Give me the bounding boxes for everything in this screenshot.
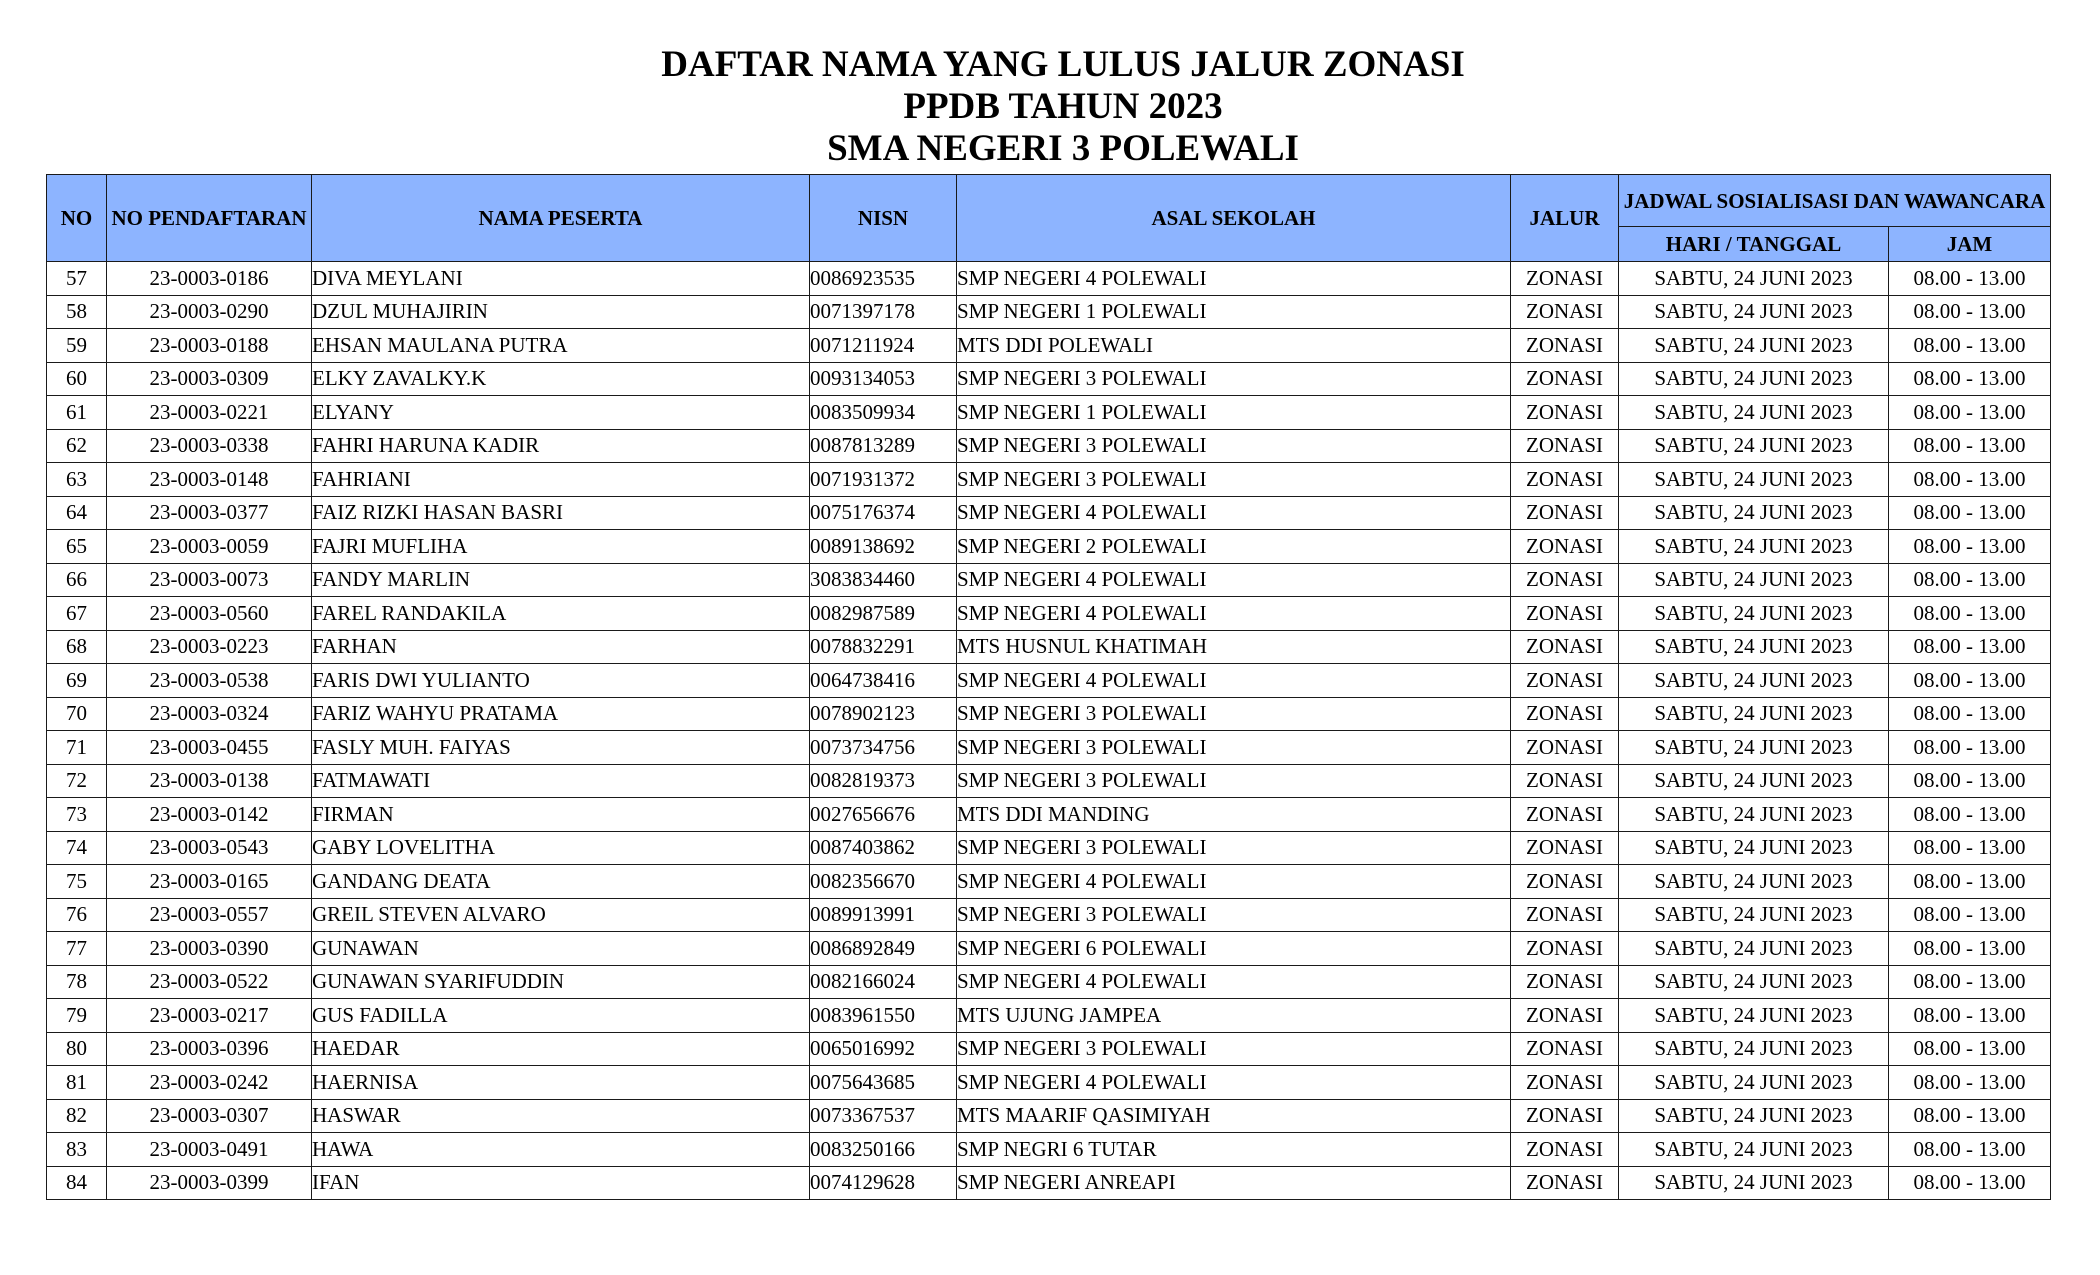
cell-no: 61 <box>47 396 107 430</box>
cell-nisn: 0089913991 <box>810 898 957 932</box>
cell-nama-peserta: FANDY MARLIN <box>312 563 810 597</box>
cell-jalur: ZONASI <box>1511 1099 1619 1133</box>
cell-no: 72 <box>47 764 107 798</box>
cell-hari-tanggal: SABTU, 24 JUNI 2023 <box>1619 362 1889 396</box>
cell-jam: 08.00 - 13.00 <box>1889 630 2051 664</box>
cell-jalur: ZONASI <box>1511 965 1619 999</box>
cell-jam: 08.00 - 13.00 <box>1889 1032 2051 1066</box>
cell-hari-tanggal: SABTU, 24 JUNI 2023 <box>1619 1066 1889 1100</box>
cell-jam: 08.00 - 13.00 <box>1889 530 2051 564</box>
cell-hari-tanggal: SABTU, 24 JUNI 2023 <box>1619 530 1889 564</box>
cell-no-pendaftaran: 23-0003-0560 <box>107 597 312 631</box>
cell-jam: 08.00 - 13.00 <box>1889 295 2051 329</box>
cell-no: 67 <box>47 597 107 631</box>
cell-nama-peserta: GANDANG DEATA <box>312 865 810 899</box>
cell-jam: 08.00 - 13.00 <box>1889 999 2051 1033</box>
cell-asal-sekolah: SMP NEGERI 3 POLEWALI <box>957 764 1511 798</box>
cell-jalur: ZONASI <box>1511 329 1619 363</box>
cell-nisn: 0078832291 <box>810 630 957 664</box>
cell-jalur: ZONASI <box>1511 262 1619 296</box>
title-line-1: DAFTAR NAMA YANG LULUS JALUR ZONASI <box>661 44 1465 85</box>
title-line-2: PPDB TAHUN 2023 <box>903 86 1223 127</box>
cell-jam: 08.00 - 13.00 <box>1889 965 2051 999</box>
cell-nisn: 0075643685 <box>810 1066 957 1100</box>
cell-asal-sekolah: MTS DDI POLEWALI <box>957 329 1511 363</box>
table-row <box>47 865 2051 899</box>
cell-nama-peserta: FAIZ RIZKI HASAN BASRI <box>312 496 810 530</box>
cell-jam: 08.00 - 13.00 <box>1889 1166 2051 1200</box>
cell-jam: 08.00 - 13.00 <box>1889 1133 2051 1167</box>
cell-asal-sekolah: SMP NEGRI 6 TUTAR <box>957 1133 1511 1167</box>
table-row <box>47 798 2051 832</box>
cell-hari-tanggal: SABTU, 24 JUNI 2023 <box>1619 831 1889 865</box>
cell-no-pendaftaran: 23-0003-0142 <box>107 798 312 832</box>
cell-no: 68 <box>47 630 107 664</box>
cell-no: 57 <box>47 262 107 296</box>
cell-hari-tanggal: SABTU, 24 JUNI 2023 <box>1619 999 1889 1033</box>
table-row <box>47 1133 2051 1167</box>
cell-asal-sekolah: SMP NEGERI 4 POLEWALI <box>957 1066 1511 1100</box>
cell-no-pendaftaran: 23-0003-0165 <box>107 865 312 899</box>
cell-asal-sekolah: MTS HUSNUL KHATIMAH <box>957 630 1511 664</box>
cell-no: 78 <box>47 965 107 999</box>
table-row <box>47 262 2051 296</box>
cell-jalur: ZONASI <box>1511 1133 1619 1167</box>
header-hari-tanggal: HARI / TANGGAL <box>1619 227 1889 262</box>
table-row <box>47 831 2051 865</box>
cell-jalur: ZONASI <box>1511 429 1619 463</box>
cell-nama-peserta: DZUL MUHAJIRIN <box>312 295 810 329</box>
cell-asal-sekolah: MTS MAARIF QASIMIYAH <box>957 1099 1511 1133</box>
table-row <box>47 932 2051 966</box>
cell-jam: 08.00 - 13.00 <box>1889 932 2051 966</box>
cell-no-pendaftaran: 23-0003-0223 <box>107 630 312 664</box>
cell-no-pendaftaran: 23-0003-0324 <box>107 697 312 731</box>
cell-jam: 08.00 - 13.00 <box>1889 362 2051 396</box>
cell-nama-peserta: FASLY MUH. FAIYAS <box>312 731 810 765</box>
cell-jam: 08.00 - 13.00 <box>1889 865 2051 899</box>
cell-hari-tanggal: SABTU, 24 JUNI 2023 <box>1619 262 1889 296</box>
header-jadwal: JADWAL SOSIALISASI DAN WAWANCARA <box>1619 175 2051 227</box>
cell-hari-tanggal: SABTU, 24 JUNI 2023 <box>1619 1099 1889 1133</box>
cell-nama-peserta: DIVA MEYLANI <box>312 262 810 296</box>
cell-jam: 08.00 - 13.00 <box>1889 496 2051 530</box>
cell-no: 76 <box>47 898 107 932</box>
cell-nama-peserta: FARIZ WAHYU PRATAMA <box>312 697 810 731</box>
cell-no-pendaftaran: 23-0003-0073 <box>107 563 312 597</box>
cell-asal-sekolah: SMP NEGERI ANREAPI <box>957 1166 1511 1200</box>
cell-nama-peserta: FAJRI MUFLIHA <box>312 530 810 564</box>
cell-no: 62 <box>47 429 107 463</box>
cell-asal-sekolah: SMP NEGERI 3 POLEWALI <box>957 463 1511 497</box>
cell-nisn: 0074129628 <box>810 1166 957 1200</box>
cell-nama-peserta: GUS FADILLA <box>312 999 810 1033</box>
table-row <box>47 1032 2051 1066</box>
table-row <box>47 1166 2051 1200</box>
cell-nisn: 0071211924 <box>810 329 957 363</box>
cell-asal-sekolah: SMP NEGERI 4 POLEWALI <box>957 597 1511 631</box>
cell-no-pendaftaran: 23-0003-0059 <box>107 530 312 564</box>
cell-jalur: ZONASI <box>1511 999 1619 1033</box>
cell-hari-tanggal: SABTU, 24 JUNI 2023 <box>1619 597 1889 631</box>
cell-jalur: ZONASI <box>1511 295 1619 329</box>
table-row <box>47 463 2051 497</box>
cell-nisn: 0093134053 <box>810 362 957 396</box>
table-row <box>47 530 2051 564</box>
cell-nama-peserta: FARIS DWI YULIANTO <box>312 664 810 698</box>
cell-jalur: ZONASI <box>1511 1066 1619 1100</box>
cell-no: 59 <box>47 329 107 363</box>
cell-nisn: 0082987589 <box>810 597 957 631</box>
cell-jalur: ZONASI <box>1511 1166 1619 1200</box>
cell-jalur: ZONASI <box>1511 530 1619 564</box>
cell-no-pendaftaran: 23-0003-0455 <box>107 731 312 765</box>
cell-jalur: ZONASI <box>1511 362 1619 396</box>
cell-jalur: ZONASI <box>1511 731 1619 765</box>
cell-nama-peserta: IFAN <box>312 1166 810 1200</box>
cell-nisn: 0065016992 <box>810 1032 957 1066</box>
table-row <box>47 396 2051 430</box>
cell-no-pendaftaran: 23-0003-0290 <box>107 295 312 329</box>
cell-jam: 08.00 - 13.00 <box>1889 1066 2051 1100</box>
cell-hari-tanggal: SABTU, 24 JUNI 2023 <box>1619 664 1889 698</box>
cell-nisn: 0027656676 <box>810 798 957 832</box>
cell-asal-sekolah: SMP NEGERI 4 POLEWALI <box>957 563 1511 597</box>
cell-nama-peserta: FAREL RANDAKILA <box>312 597 810 631</box>
cell-hari-tanggal: SABTU, 24 JUNI 2023 <box>1619 764 1889 798</box>
cell-no-pendaftaran: 23-0003-0538 <box>107 664 312 698</box>
cell-no-pendaftaran: 23-0003-0221 <box>107 396 312 430</box>
cell-jam: 08.00 - 13.00 <box>1889 831 2051 865</box>
cell-no: 75 <box>47 865 107 899</box>
cell-no-pendaftaran: 23-0003-0188 <box>107 329 312 363</box>
table-row <box>47 597 2051 631</box>
cell-jalur: ZONASI <box>1511 697 1619 731</box>
cell-asal-sekolah: SMP NEGERI 1 POLEWALI <box>957 396 1511 430</box>
cell-nisn: 0083250166 <box>810 1133 957 1167</box>
cell-asal-sekolah: SMP NEGERI 3 POLEWALI <box>957 731 1511 765</box>
cell-no-pendaftaran: 23-0003-0186 <box>107 262 312 296</box>
cell-nama-peserta: HAERNISA <box>312 1066 810 1100</box>
cell-nisn: 0078902123 <box>810 697 957 731</box>
cell-jalur: ZONASI <box>1511 396 1619 430</box>
cell-asal-sekolah: SMP NEGERI 3 POLEWALI <box>957 831 1511 865</box>
table-row <box>47 496 2051 530</box>
cell-jalur: ZONASI <box>1511 664 1619 698</box>
cell-asal-sekolah: SMP NEGERI 4 POLEWALI <box>957 664 1511 698</box>
table-row <box>47 731 2051 765</box>
cell-asal-sekolah: SMP NEGERI 3 POLEWALI <box>957 362 1511 396</box>
cell-no-pendaftaran: 23-0003-0217 <box>107 999 312 1033</box>
cell-hari-tanggal: SABTU, 24 JUNI 2023 <box>1619 1166 1889 1200</box>
table-row <box>47 1066 2051 1100</box>
cell-no: 70 <box>47 697 107 731</box>
cell-nama-peserta: FATMAWATI <box>312 764 810 798</box>
cell-jalur: ZONASI <box>1511 898 1619 932</box>
cell-nisn: 0083509934 <box>810 396 957 430</box>
table-row <box>47 965 2051 999</box>
cell-asal-sekolah: SMP NEGERI 3 POLEWALI <box>957 898 1511 932</box>
cell-no-pendaftaran: 23-0003-0557 <box>107 898 312 932</box>
cell-no-pendaftaran: 23-0003-0138 <box>107 764 312 798</box>
cell-asal-sekolah: SMP NEGERI 4 POLEWALI <box>957 262 1511 296</box>
cell-hari-tanggal: SABTU, 24 JUNI 2023 <box>1619 798 1889 832</box>
cell-jalur: ZONASI <box>1511 630 1619 664</box>
cell-asal-sekolah: SMP NEGERI 3 POLEWALI <box>957 429 1511 463</box>
cell-nisn: 0087403862 <box>810 831 957 865</box>
cell-nama-peserta: GABY LOVELITHA <box>312 831 810 865</box>
cell-nisn: 0086892849 <box>810 932 957 966</box>
cell-nisn: 0071931372 <box>810 463 957 497</box>
cell-no: 74 <box>47 831 107 865</box>
cell-asal-sekolah: SMP NEGERI 3 POLEWALI <box>957 697 1511 731</box>
cell-nama-peserta: FAHRI HARUNA KADIR <box>312 429 810 463</box>
cell-jam: 08.00 - 13.00 <box>1889 396 2051 430</box>
cell-hari-tanggal: SABTU, 24 JUNI 2023 <box>1619 731 1889 765</box>
table-row <box>47 664 2051 698</box>
cell-nama-peserta: ELYANY <box>312 396 810 430</box>
cell-hari-tanggal: SABTU, 24 JUNI 2023 <box>1619 898 1889 932</box>
cell-hari-tanggal: SABTU, 24 JUNI 2023 <box>1619 1133 1889 1167</box>
cell-nama-peserta: FARHAN <box>312 630 810 664</box>
cell-jalur: ZONASI <box>1511 597 1619 631</box>
cell-nisn: 3083834460 <box>810 563 957 597</box>
cell-nisn: 0064738416 <box>810 664 957 698</box>
cell-nama-peserta: HAWA <box>312 1133 810 1167</box>
cell-nisn: 0086923535 <box>810 262 957 296</box>
cell-hari-tanggal: SABTU, 24 JUNI 2023 <box>1619 697 1889 731</box>
cell-no-pendaftaran: 23-0003-0338 <box>107 429 312 463</box>
cell-no: 82 <box>47 1099 107 1133</box>
cell-no: 64 <box>47 496 107 530</box>
cell-no-pendaftaran: 23-0003-0543 <box>107 831 312 865</box>
cell-nama-peserta: HASWAR <box>312 1099 810 1133</box>
cell-no: 80 <box>47 1032 107 1066</box>
cell-jalur: ZONASI <box>1511 463 1619 497</box>
cell-no-pendaftaran: 23-0003-0148 <box>107 463 312 497</box>
table-row <box>47 764 2051 798</box>
header-asal-sekolah: ASAL SEKOLAH <box>957 175 1511 262</box>
cell-no-pendaftaran: 23-0003-0309 <box>107 362 312 396</box>
cell-jalur: ZONASI <box>1511 1032 1619 1066</box>
document-title <box>0 44 2100 170</box>
cell-jam: 08.00 - 13.00 <box>1889 764 2051 798</box>
cell-nisn: 0082819373 <box>810 764 957 798</box>
header-nama-peserta: NAMA PESERTA <box>312 175 810 262</box>
cell-asal-sekolah: SMP NEGERI 4 POLEWALI <box>957 865 1511 899</box>
cell-nisn: 0082356670 <box>810 865 957 899</box>
table-row <box>47 898 2051 932</box>
cell-hari-tanggal: SABTU, 24 JUNI 2023 <box>1619 563 1889 597</box>
cell-jalur: ZONASI <box>1511 932 1619 966</box>
cell-no-pendaftaran: 23-0003-0396 <box>107 1032 312 1066</box>
participant-table <box>46 174 2051 1200</box>
cell-jam: 08.00 - 13.00 <box>1889 1099 2051 1133</box>
cell-hari-tanggal: SABTU, 24 JUNI 2023 <box>1619 932 1889 966</box>
cell-jalur: ZONASI <box>1511 496 1619 530</box>
cell-asal-sekolah: MTS UJUNG JAMPEA <box>957 999 1511 1033</box>
cell-no: 83 <box>47 1133 107 1167</box>
cell-nama-peserta: HAEDAR <box>312 1032 810 1066</box>
cell-asal-sekolah: SMP NEGERI 6 POLEWALI <box>957 932 1511 966</box>
cell-no-pendaftaran: 23-0003-0491 <box>107 1133 312 1167</box>
cell-jam: 08.00 - 13.00 <box>1889 329 2051 363</box>
cell-no: 79 <box>47 999 107 1033</box>
cell-hari-tanggal: SABTU, 24 JUNI 2023 <box>1619 1032 1889 1066</box>
cell-no: 77 <box>47 932 107 966</box>
cell-asal-sekolah: SMP NEGERI 2 POLEWALI <box>957 530 1511 564</box>
cell-jam: 08.00 - 13.00 <box>1889 731 2051 765</box>
table-row <box>47 697 2051 731</box>
header-nisn: NISN <box>810 175 957 262</box>
cell-no: 69 <box>47 664 107 698</box>
table-body <box>47 262 2051 1200</box>
cell-hari-tanggal: SABTU, 24 JUNI 2023 <box>1619 965 1889 999</box>
table-row <box>47 563 2051 597</box>
cell-jam: 08.00 - 13.00 <box>1889 664 2051 698</box>
cell-nama-peserta: GUNAWAN <box>312 932 810 966</box>
cell-no-pendaftaran: 23-0003-0377 <box>107 496 312 530</box>
cell-no: 63 <box>47 463 107 497</box>
cell-hari-tanggal: SABTU, 24 JUNI 2023 <box>1619 463 1889 497</box>
cell-nisn: 0089138692 <box>810 530 957 564</box>
cell-no-pendaftaran: 23-0003-0242 <box>107 1066 312 1100</box>
cell-no: 65 <box>47 530 107 564</box>
cell-nisn: 0075176374 <box>810 496 957 530</box>
cell-asal-sekolah: SMP NEGERI 4 POLEWALI <box>957 965 1511 999</box>
table-row <box>47 429 2051 463</box>
cell-no: 66 <box>47 563 107 597</box>
cell-hari-tanggal: SABTU, 24 JUNI 2023 <box>1619 630 1889 664</box>
header-no-pendaftaran: NO PENDAFTARAN <box>107 175 312 262</box>
table-row <box>47 999 2051 1033</box>
cell-no-pendaftaran: 23-0003-0399 <box>107 1166 312 1200</box>
cell-no-pendaftaran: 23-0003-0390 <box>107 932 312 966</box>
cell-asal-sekolah: MTS DDI MANDING <box>957 798 1511 832</box>
cell-jam: 08.00 - 13.00 <box>1889 798 2051 832</box>
cell-no: 84 <box>47 1166 107 1200</box>
cell-nisn: 0073367537 <box>810 1099 957 1133</box>
cell-nisn: 0083961550 <box>810 999 957 1033</box>
cell-jalur: ZONASI <box>1511 865 1619 899</box>
cell-hari-tanggal: SABTU, 24 JUNI 2023 <box>1619 295 1889 329</box>
cell-no: 58 <box>47 295 107 329</box>
cell-hari-tanggal: SABTU, 24 JUNI 2023 <box>1619 496 1889 530</box>
cell-hari-tanggal: SABTU, 24 JUNI 2023 <box>1619 396 1889 430</box>
cell-nisn: 0087813289 <box>810 429 957 463</box>
cell-nama-peserta: GREIL STEVEN ALVARO <box>312 898 810 932</box>
cell-nisn: 0071397178 <box>810 295 957 329</box>
table-row <box>47 1099 2051 1133</box>
cell-jalur: ZONASI <box>1511 563 1619 597</box>
cell-asal-sekolah: SMP NEGERI 4 POLEWALI <box>957 496 1511 530</box>
header-no: NO <box>47 175 107 262</box>
cell-jam: 08.00 - 13.00 <box>1889 597 2051 631</box>
cell-no: 60 <box>47 362 107 396</box>
cell-nisn: 0073734756 <box>810 731 957 765</box>
cell-nama-peserta: GUNAWAN SYARIFUDDIN <box>312 965 810 999</box>
header-jam: JAM <box>1889 227 2051 262</box>
cell-asal-sekolah: SMP NEGERI 3 POLEWALI <box>957 1032 1511 1066</box>
cell-no: 81 <box>47 1066 107 1100</box>
cell-jam: 08.00 - 13.00 <box>1889 697 2051 731</box>
table-row <box>47 630 2051 664</box>
cell-nama-peserta: FIRMAN <box>312 798 810 832</box>
cell-jalur: ZONASI <box>1511 764 1619 798</box>
table-row <box>47 362 2051 396</box>
cell-jam: 08.00 - 13.00 <box>1889 262 2051 296</box>
cell-jam: 08.00 - 13.00 <box>1889 463 2051 497</box>
cell-jalur: ZONASI <box>1511 798 1619 832</box>
cell-jam: 08.00 - 13.00 <box>1889 429 2051 463</box>
cell-no-pendaftaran: 23-0003-0307 <box>107 1099 312 1133</box>
cell-jam: 08.00 - 13.00 <box>1889 898 2051 932</box>
table-row <box>47 329 2051 363</box>
title-line-3: SMA NEGERI 3 POLEWALI <box>827 128 1299 169</box>
cell-nama-peserta: EHSAN MAULANA PUTRA <box>312 329 810 363</box>
table-row <box>47 295 2051 329</box>
cell-no-pendaftaran: 23-0003-0522 <box>107 965 312 999</box>
cell-no: 71 <box>47 731 107 765</box>
cell-no: 73 <box>47 798 107 832</box>
cell-jam: 08.00 - 13.00 <box>1889 563 2051 597</box>
cell-hari-tanggal: SABTU, 24 JUNI 2023 <box>1619 429 1889 463</box>
cell-nama-peserta: FAHRIANI <box>312 463 810 497</box>
cell-jalur: ZONASI <box>1511 831 1619 865</box>
cell-hari-tanggal: SABTU, 24 JUNI 2023 <box>1619 329 1889 363</box>
cell-nama-peserta: ELKY ZAVALKY.K <box>312 362 810 396</box>
cell-hari-tanggal: SABTU, 24 JUNI 2023 <box>1619 865 1889 899</box>
header-jalur: JALUR <box>1511 175 1619 262</box>
cell-asal-sekolah: SMP NEGERI 1 POLEWALI <box>957 295 1511 329</box>
cell-nisn: 0082166024 <box>810 965 957 999</box>
